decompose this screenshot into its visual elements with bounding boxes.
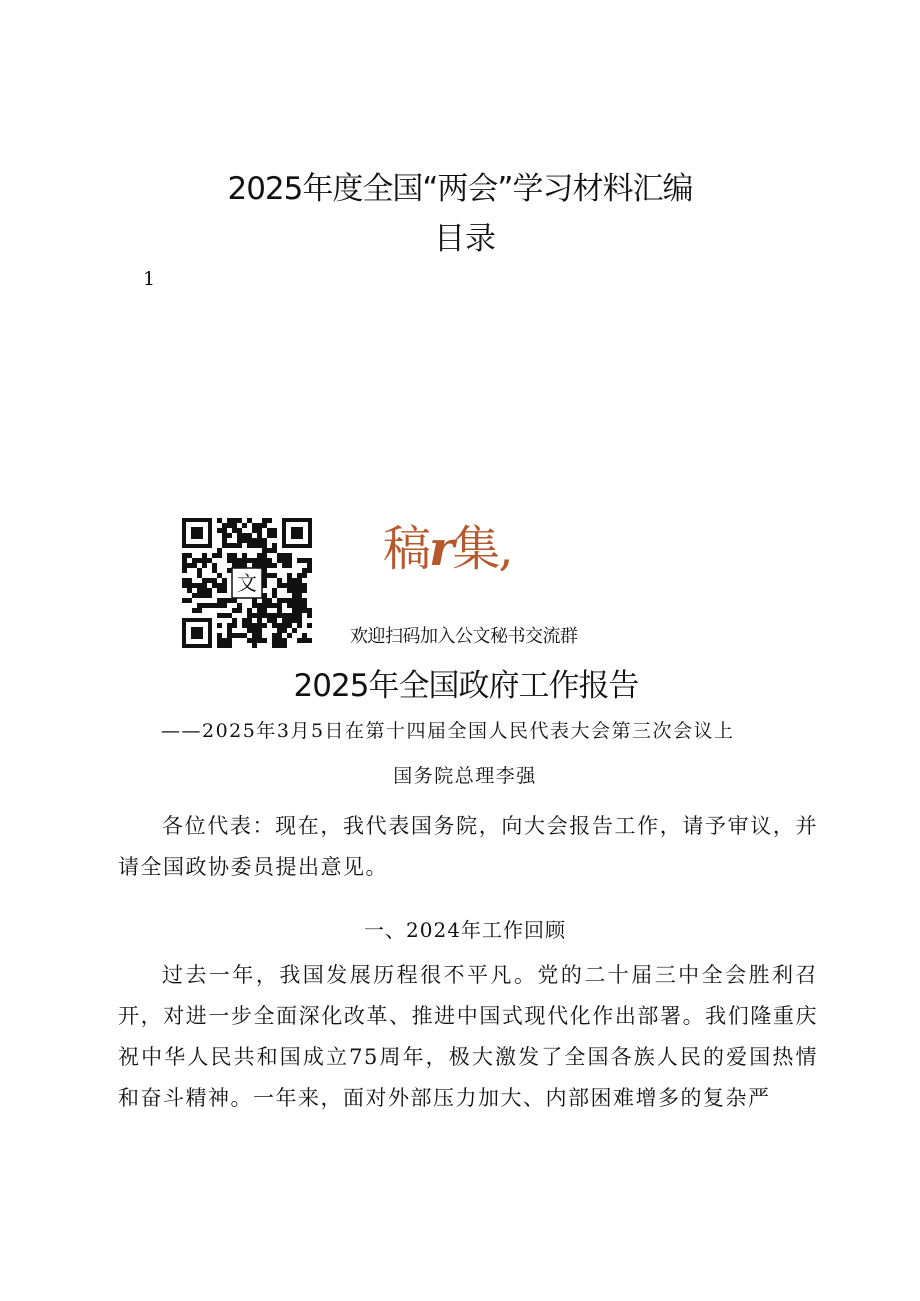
report-title: 2025年全国政府工作报告 bbox=[293, 668, 639, 704]
qr-code-icon bbox=[182, 518, 312, 648]
section-heading: 一、2024年工作回顾 bbox=[364, 918, 566, 942]
report-speaker: 国务院总理李强 bbox=[393, 765, 537, 787]
qr-center-text: 文 bbox=[237, 571, 257, 595]
document-title: 2025年度全国“两会”学习材料汇编 bbox=[227, 171, 693, 207]
report-subtitle: ——2025年3月5日在第十四届全国人民代表大会第三次会议上 bbox=[161, 720, 735, 742]
brand-part1: 稿 bbox=[383, 521, 430, 577]
toc-heading: 目录 bbox=[434, 221, 496, 257]
brand-caption: 欢迎扫码加入公文秘书交流群 bbox=[350, 626, 578, 647]
toc-entry: 1 bbox=[143, 268, 156, 290]
brand-logo bbox=[383, 510, 512, 579]
brand-part2: r bbox=[429, 521, 453, 577]
brand-part3: 集, bbox=[452, 521, 512, 577]
paragraph-review: 过去一年，我国发展历程很不平凡。党的二十届三中全会胜利召开，对进一步全面深化改革、推进中国式现代化作出部署。我们隆重庆祝中华人民共和国成立75周年，极大激发了全国各族人民的爱国热情和奋斗精神。一年来，面对外部压力加大、内部困难增多的复杂严 bbox=[118, 963, 818, 1110]
paragraph-opening: 各位代表：现在，我代表国务院，向大会报告工作，请予审议，并请全国政协委员提出意见。 bbox=[118, 814, 818, 879]
